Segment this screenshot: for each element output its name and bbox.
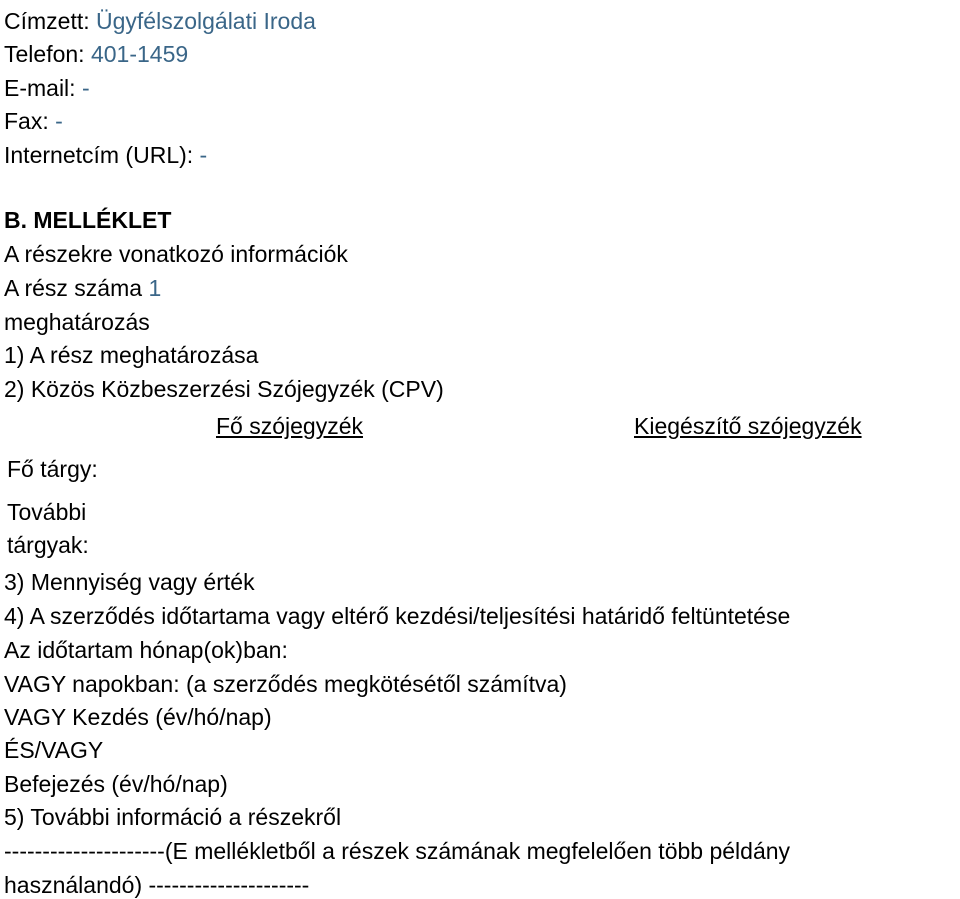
and-or: ÉS/VAGY bbox=[4, 737, 104, 763]
recipient-label: Címzett: bbox=[4, 8, 90, 34]
part-number-line bbox=[4, 274, 161, 302]
phone-value: 401-1459 bbox=[90, 41, 189, 67]
email-value: - bbox=[81, 75, 90, 101]
cpv-row-main-label: Fő tárgy: bbox=[7, 456, 98, 482]
fax-value: - bbox=[55, 108, 63, 134]
cpv-row-more-label-2: tárgyak: bbox=[7, 532, 89, 558]
cpv-supp-header: Kiegészítő szójegyzék bbox=[634, 413, 862, 439]
end-date: Befejezés (év/hó/nap) bbox=[4, 771, 228, 797]
cpv-main-header: Fő szójegyzék bbox=[216, 413, 364, 439]
phone-line bbox=[4, 40, 188, 68]
start-date: VAGY Kezdés (év/hó/nap) bbox=[4, 704, 272, 730]
annex-title: B. MELLÉKLET bbox=[4, 207, 172, 233]
part-number-label: A rész száma bbox=[4, 275, 143, 301]
url-line bbox=[4, 141, 207, 169]
annex-subtitle: A részekre vonatkozó információk bbox=[4, 241, 348, 267]
item-2: 2) Közös Közbeszerzési Szójegyzék (CPV) bbox=[4, 376, 444, 402]
recipient-line bbox=[4, 7, 316, 35]
recipient-value: Ügyfélszolgálati Iroda bbox=[96, 8, 316, 34]
definition-heading: meghatározás bbox=[4, 309, 150, 335]
item-3: 3) Mennyiség vagy érték bbox=[4, 569, 255, 595]
note-line-1: ---------------------(E mellékletből a részek számának megfelelően több példány bbox=[4, 838, 791, 864]
part-number-value: 1 bbox=[148, 275, 162, 301]
phone-label: Telefon: bbox=[4, 41, 85, 67]
email-label: E-mail: bbox=[4, 75, 76, 101]
email-line bbox=[4, 74, 90, 102]
duration-days: VAGY napokban: (a szerződés megkötésétől számítva) bbox=[4, 671, 567, 697]
item-5: 5) További információ a részekről bbox=[4, 804, 342, 830]
item-4: 4) A szerződés időtartama vagy eltérő kezdési/teljesítési határidő feltüntetése bbox=[4, 603, 791, 629]
fax-label: Fax: bbox=[4, 108, 49, 134]
item-1: 1) A rész meghatározása bbox=[4, 342, 259, 368]
note-line-2: használandó) --------------------- bbox=[4, 872, 310, 898]
fax-line bbox=[4, 107, 63, 135]
url-label: Internetcím (URL): bbox=[4, 142, 194, 168]
cpv-row-more-label-1: További bbox=[7, 499, 87, 525]
duration-months: Az időtartam hónap(ok)ban: bbox=[4, 637, 288, 663]
url-value: - bbox=[199, 142, 208, 168]
